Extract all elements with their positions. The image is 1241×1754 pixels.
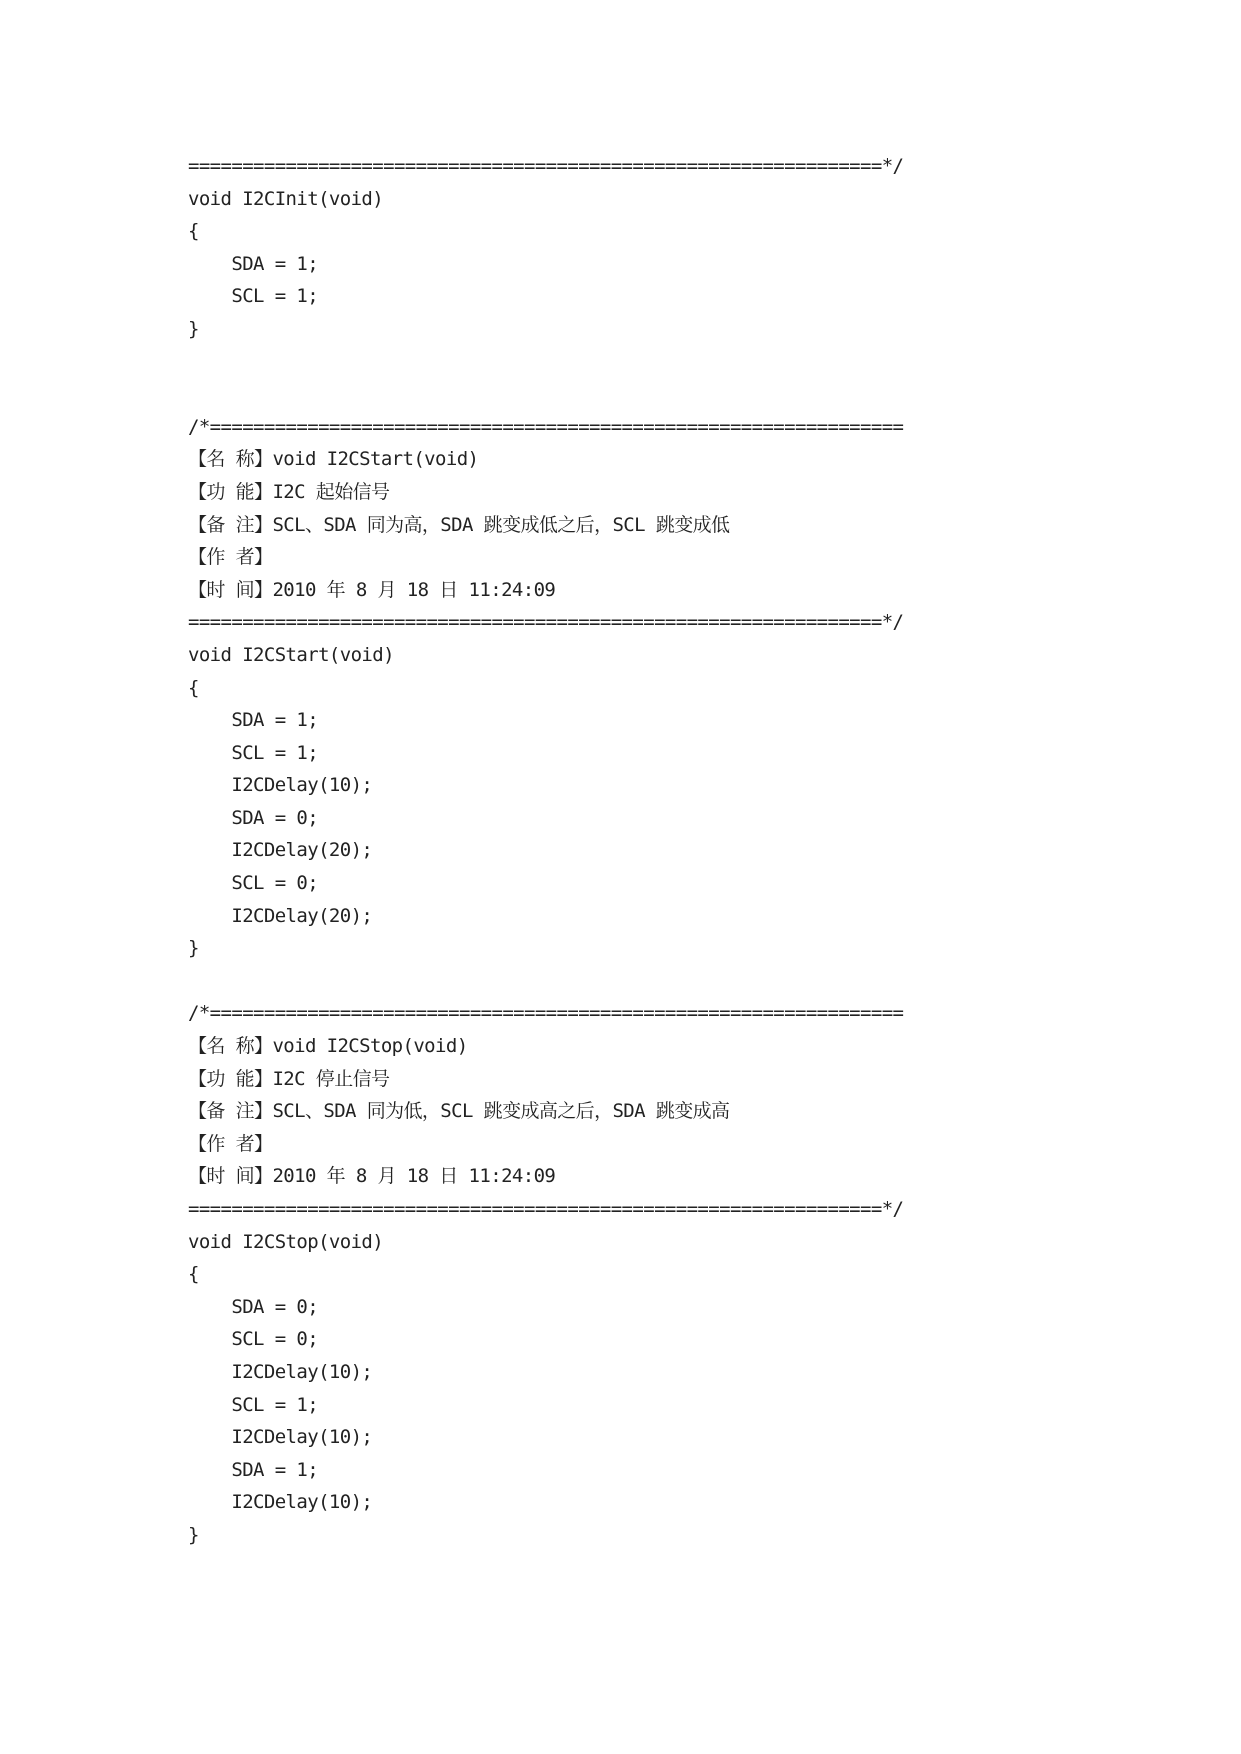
code-line: { (188, 676, 199, 699)
code-line: SCL = 0; (188, 872, 319, 895)
code-line: SDA = 0; (188, 806, 319, 829)
code-line: I2CDelay(20); (188, 839, 373, 862)
code-line: 【备 注】SCL、SDA 同为高，SDA 跳变成低之后，SCL 跳变成低 (188, 513, 730, 536)
code-line: 【时 间】2010 年 8 月 18 日 11:24:09 (188, 578, 556, 601)
code-line: 【名 称】void I2CStart(void) (188, 448, 479, 471)
code-line: 【作 者】 (188, 1132, 273, 1155)
code-line: SDA = 1; (188, 1458, 319, 1481)
code-line: { (188, 1263, 199, 1286)
code-line: /*================================================================ (188, 415, 904, 438)
code-line: ================================================================*/ (188, 155, 904, 177)
code-line: I2CDelay(10); (188, 1491, 373, 1514)
code-line: ================================================================*/ (188, 1198, 904, 1220)
code-line: 【时 间】2010 年 8 月 18 日 11:24:09 (188, 1165, 556, 1188)
code-line: I2CDelay(10); (188, 1360, 373, 1383)
code-line: } (188, 1523, 199, 1546)
code-line: void I2CStop(void) (188, 1230, 384, 1253)
code-line: 【功 能】I2C 起始信号 (188, 480, 390, 503)
code-line: { (188, 220, 199, 243)
code-line: SDA = 1; (188, 252, 319, 275)
code-line: I2CDelay(10); (188, 774, 373, 797)
code-line: 【功 能】I2C 停止信号 (188, 1067, 390, 1090)
code-line: SDA = 0; (188, 1295, 319, 1318)
code-line (188, 965, 928, 998)
code-line: 【备 注】SCL、SDA 同为低，SCL 跳变成高之后，SDA 跳变成高 (188, 1100, 730, 1123)
code-line: I2CDelay(20); (188, 904, 373, 927)
code-line: /*================================================================ (188, 1002, 904, 1025)
code-line: } (188, 317, 199, 340)
code-line: 【作 者】 (188, 546, 273, 569)
code-line: void I2CInit(void) (188, 187, 384, 210)
code-line (188, 378, 928, 411)
code-line: I2CDelay(10); (188, 1426, 373, 1449)
code-line: } (188, 937, 199, 960)
code-line: void I2CStart(void) (188, 643, 394, 666)
code-line: SCL = 1; (188, 285, 319, 308)
code-line: SCL = 1; (188, 741, 319, 764)
code-line: ================================================================*/ (188, 611, 904, 634)
code-line: SCL = 0; (188, 1328, 319, 1351)
code-line (188, 346, 928, 379)
code-line: SCL = 1; (188, 1393, 319, 1416)
code-listing (188, 150, 928, 1552)
code-line: 【名 称】void I2CStop(void) (188, 1035, 468, 1058)
code-line: SDA = 1; (188, 709, 319, 732)
